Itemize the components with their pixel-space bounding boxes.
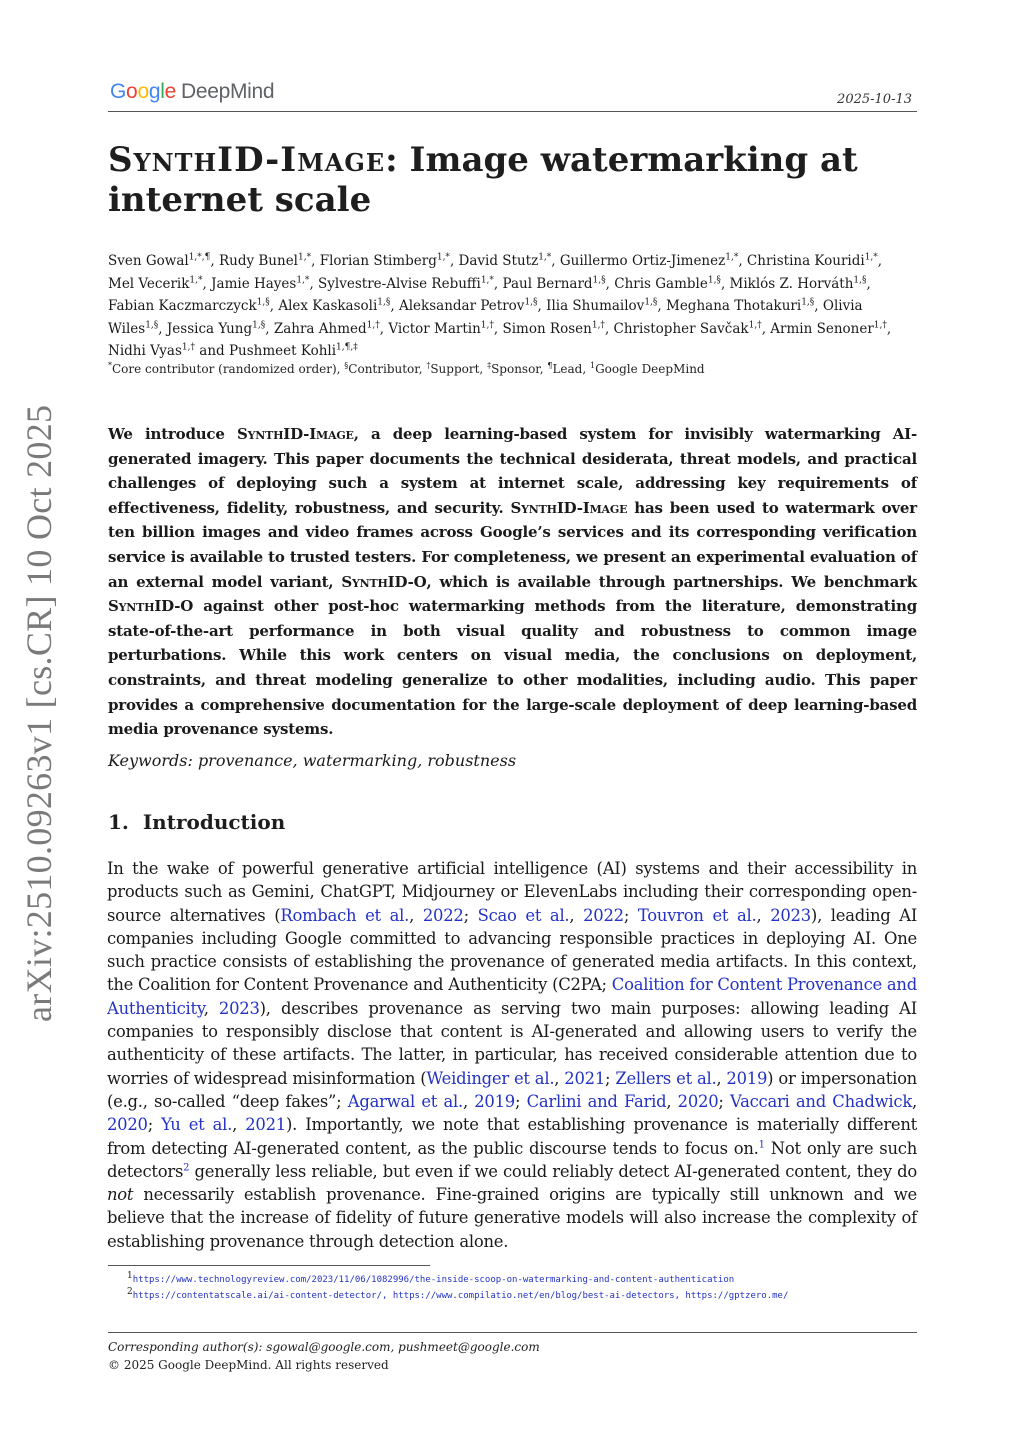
- body-text: ,: [232, 1115, 246, 1135]
- author-name: Florian Stimberg: [319, 253, 437, 269]
- citation-link[interactable]: 2023: [770, 905, 811, 925]
- body-text: Not only are such detectors: [107, 1138, 918, 1181]
- abstract-text: We introduce: [108, 425, 237, 443]
- affiliation-text: Lead,: [552, 362, 590, 376]
- citation-link[interactable]: Agarwal et al.: [347, 1091, 463, 1111]
- author-marks: 1,†: [480, 320, 494, 330]
- author-name: Guillermo Ortiz-Jimenez: [559, 253, 726, 269]
- citation-link[interactable]: 2019: [474, 1091, 515, 1111]
- footnote-ref[interactable]: 2: [183, 1162, 190, 1174]
- author-name: Victor Martin: [388, 320, 481, 337]
- author-marks: 1,*: [436, 252, 450, 263]
- affiliation-legend: [108, 361, 908, 376]
- footnote-1[interactable]: $^1$https://www.technologyreview.com/2023/11/06/1082996/the-inside-scoop-on-watermarking-and-content-authentication: [127, 1271, 735, 1285]
- citation-link[interactable]: Zellers et al.: [615, 1068, 717, 1088]
- emphasis: not: [107, 1185, 134, 1205]
- system-name: SynthID-Image: [510, 498, 628, 517]
- affiliation-text: Contributor,: [348, 362, 427, 376]
- affiliation-mark: *: [108, 361, 112, 370]
- citation-link[interactable]: Rombach et al.: [280, 905, 410, 925]
- citation-link[interactable]: Scao et al.: [477, 905, 570, 925]
- body-text: ;: [718, 1091, 730, 1111]
- copyright: © 2025 Google DeepMind. All rights reserved: [108, 1358, 389, 1372]
- author-name: Simon Rosen: [502, 320, 592, 337]
- author-marks: 1,†: [366, 320, 380, 330]
- author-name: Armin Senoner: [770, 320, 874, 337]
- author-marks: 1,*: [864, 252, 878, 263]
- body-text: ), describes provenance as serving two main purposes: allowing leading AI companies to responsibly disclose that content is AI-generated and allowing users to verify the authenticity of these artifacts. The latter, in particular, has received considerable attention due to worries of widespread misinformation (: [107, 998, 917, 1088]
- body-text: ,: [666, 1091, 678, 1111]
- body-text: ,: [912, 1091, 917, 1111]
- citation-link[interactable]: 2019: [726, 1068, 768, 1088]
- system-name: SynthID-O: [341, 572, 427, 591]
- citation-link[interactable]: 2021: [564, 1068, 605, 1088]
- author-name: Chris Gamble: [614, 275, 708, 292]
- system-name: SynthID-Image: [236, 425, 354, 443]
- author-marks: 1,¶,‡: [336, 342, 358, 353]
- citation-link[interactable]: 2021: [245, 1115, 286, 1135]
- body-text: ), leading AI companies including Google committed to advancing responsible practices in deploying AI. One such practice consists of establishing the provenance of generated media artifacts. In this context, the Coalition for Content Provenance and Authenticity (C2PA;: [107, 905, 918, 995]
- author-name: Christina Kouridi: [746, 253, 865, 269]
- abstract-text: has been used to watermark over ten billion images and video frames across Google’s services and its corresponding verification service is available to trusted testers. For completeness, we present an experimental evaluation of an external model variant,: [108, 498, 917, 591]
- citation-link[interactable]: Carlini and Farid: [526, 1091, 667, 1111]
- paper-title: SynthID-Image: Image watermarking at internet scale: [108, 140, 858, 220]
- publication-date: 2025-10-13: [837, 92, 912, 107]
- section-heading-introduction: 1. Introduction: [108, 810, 286, 834]
- author-name: Alex Kaskasoli: [278, 298, 378, 314]
- body-text: ;: [147, 1115, 162, 1135]
- footnote-2[interactable]: $^2$https://contentatscale.ai/ai-content-detector/, https://www.compilatio.net/en/blog/best-ai-detectors, https://gptzero.me/: [127, 1287, 789, 1301]
- citation-link[interactable]: Vaccari and Chadwick: [729, 1091, 913, 1111]
- body-text: ,: [554, 1068, 565, 1088]
- body-text: ;: [623, 905, 638, 925]
- author-name: Olivia Wiles: [108, 298, 863, 337]
- author-name: Paul Bernard: [502, 275, 593, 292]
- author-name: Christopher Savčak: [613, 320, 749, 337]
- body-text: In the wake of powerful generative artificial intelligence (AI) systems and their accessibility in products such as Gemini, ChatGPT, Midjourney or ElevenLabs including their corresponding open-source alternatives (: [107, 859, 917, 925]
- body-text: ;: [605, 1068, 616, 1088]
- author-name: Miklós Z. Horváth: [729, 275, 854, 292]
- author-name: Sylvestre-Alvise Rebuffi: [318, 275, 481, 292]
- corresponding-authors: Corresponding author(s): sgowal@google.com, pushmeet@google.com: [108, 1340, 540, 1354]
- body-text: ,: [569, 905, 584, 925]
- affiliation-mark: ¶: [547, 361, 553, 370]
- affiliation-mark: §: [344, 361, 349, 370]
- citation-link[interactable]: 2020: [677, 1091, 719, 1111]
- author-name: Jessica Yung: [166, 320, 253, 337]
- body-text: ,: [203, 998, 219, 1018]
- citation-link[interactable]: Touvron et al.: [637, 905, 757, 925]
- author-marks: 1,§: [644, 297, 658, 308]
- citation-link[interactable]: Coalition for Content Provenance and Authenticity: [107, 975, 917, 1018]
- body-text: necessarily establish provenance. Fine-grained origins are typically still unknown and we believe that the increase of fidelity of future generative models will also increase the complexity of establishing provenance through detection alone.: [107, 1185, 917, 1251]
- author-name: Jamie Hayes: [211, 275, 297, 292]
- author-marks: 1,§: [145, 320, 159, 330]
- body-text: ,: [462, 1091, 475, 1111]
- affiliation-mark: †: [426, 361, 431, 370]
- affiliation-text: Sponsor,: [491, 362, 548, 376]
- system-name: SynthID-O: [108, 597, 194, 616]
- author-marks: 1,§: [256, 297, 270, 308]
- author-marks: 1,*: [189, 275, 203, 285]
- citation-link[interactable]: 2023: [218, 998, 260, 1018]
- author-marks: 1,†: [591, 320, 605, 330]
- author-list: Sven Gowal$^{1,*,\P}$, Rudy Bunel$^{1,*}$, Florian Stimberg$^{1,*}$, David Stutz$^{1,*}$, Guillermo Ortiz-Jimenez$^{1,*}$, Christina Kouridi$^{1,*}$, Mel Vecerik$^{1,*}$, Jamie Hayes$^{1,*}$, Sylvestre-Alvise Rebuffi$^{1,*}$, Paul Bernard$^{1,\S}$, Chris Gamble$^{1,\S}$, Miklós Z. Horváth$^{1,\S}$, Fabian Kaczmarczyck$^{1,\S}$, Alex Kaskasoli$^{1,\S}$, Aleksandar Petrov$^{1,\S}$, Ilia Shumailov$^{1,\S}$, Meghana Thotakuri$^{1,\S}$, Olivia Wiles$^{1,\S}$, Jessica Yung$^{1,\S}$, Zahra Ahmed$^{1,\dagger}$, Victor Martin$^{1,\dagger}$, Simon Rosen$^{1,\dagger}$, Christopher Savčak$^{1,\dagger}$, Armin Senoner$^{1,\dagger}$, Nidhi Vyas$^{1,\dagger}$ and Pushmeet Kohli$^{1,\P,\ddagger}$: [108, 252, 892, 359]
- author-marks: 1,*: [725, 252, 739, 263]
- affiliation-text: Core contributor (randomized order),: [112, 362, 345, 376]
- author-marks: 1,§: [252, 320, 266, 330]
- header-rule: [108, 111, 917, 112]
- body-text: ,: [716, 1068, 727, 1088]
- author-name: Fabian Kaczmarczyck: [108, 298, 257, 314]
- author-marks: 1,*: [298, 252, 312, 263]
- abstract-text: , a deep learning-based system for invisibly watermarking AI-generated imagery. This paper documents the technical desiderata, threat models, and practical challenges of deploying such a system at internet scale, addressing key requirements of effectiveness, fidelity, robustness, and security.: [108, 425, 917, 517]
- body-text: ;: [463, 905, 478, 925]
- google-deepmind-logo: Google DeepMind: [110, 80, 275, 103]
- author-name: Nidhi Vyas: [108, 343, 182, 359]
- author-marks: 1,*: [296, 275, 310, 285]
- author-marks: 1,§: [853, 275, 867, 285]
- citation-link[interactable]: 2020: [107, 1115, 148, 1135]
- author-name: Pushmeet Kohli: [228, 343, 337, 359]
- citation-link[interactable]: 2022: [583, 905, 624, 925]
- affiliation-text: Support,: [430, 362, 488, 376]
- body-text: ;: [514, 1091, 527, 1111]
- author-marks: 1,*: [538, 252, 552, 263]
- introduction-text: [107, 857, 917, 1253]
- abstract-text: against other post-hoc watermarking methods from the literature, demonstrating state-of-the-art performance in both visual quality and robustness to common image perturbations. While this work centers on visual media, the conclusions on deployment, constraints, and threat modeling generalize to other modalities, including audio. This paper provides a comprehensive documentation for the large-scale deployment of deep learning-based media provenance systems.: [108, 597, 917, 739]
- author-marks: 1,†: [873, 320, 887, 330]
- citation-link[interactable]: Yu et al.: [161, 1115, 233, 1135]
- affiliation-text: Google DeepMind: [595, 362, 705, 376]
- author-name: Rudy Bunel: [218, 253, 299, 269]
- author-marks: 1,†: [748, 320, 762, 330]
- author-marks: 1,§: [524, 297, 538, 308]
- abstract-text: , which is available through partnerships. We benchmark: [426, 572, 917, 591]
- author-marks: 1,*: [480, 275, 494, 285]
- body-text: ,: [409, 905, 423, 925]
- author-name: Mel Vecerik: [108, 275, 190, 292]
- affiliation-mark: 1: [590, 361, 596, 370]
- affiliation-mark: ‡: [487, 361, 492, 370]
- keywords: Keywords: provenance, watermarking, robustness: [108, 751, 517, 770]
- citation-link[interactable]: 2022: [422, 905, 464, 925]
- footnote-rule: [108, 1265, 430, 1266]
- author-name: Aleksandar Petrov: [398, 298, 525, 314]
- author-marks: 1,†: [181, 342, 195, 353]
- arxiv-stamp: arXiv:2510.09263v1 [cs.CR] 10 Oct 2025: [19, 404, 59, 1022]
- author-name: Meghana Thotakuri: [666, 298, 802, 314]
- author-marks: 1,*,¶: [188, 252, 211, 263]
- abstract: [108, 422, 917, 742]
- author-name: Sven Gowal: [108, 253, 189, 269]
- author-name: Ilia Shumailov: [546, 298, 645, 314]
- citation-link[interactable]: Weidinger et al.: [426, 1068, 555, 1088]
- author-marks: 1,§: [592, 275, 606, 285]
- footnote-ref[interactable]: 1: [758, 1139, 765, 1151]
- body-text: generally less reliable, but even if we could reliably detect AI-generated content, they do: [189, 1161, 917, 1181]
- author-name: David Stutz: [458, 253, 539, 269]
- author-marks: 1,§: [801, 297, 815, 308]
- author-marks: 1,§: [377, 297, 391, 308]
- author-name: Zahra Ahmed: [273, 320, 367, 337]
- body-text: ,: [756, 905, 771, 925]
- footer-rule: [108, 1332, 917, 1333]
- body-text: ). Importantly, we note that establishing provenance is materially different from detecting AI-generated content, as the public discourse tends to focus on.: [107, 1115, 918, 1158]
- author-marks: 1,§: [707, 275, 721, 285]
- body-text: ) or impersonation (e.g., so-called “deep fakes”;: [107, 1068, 917, 1111]
